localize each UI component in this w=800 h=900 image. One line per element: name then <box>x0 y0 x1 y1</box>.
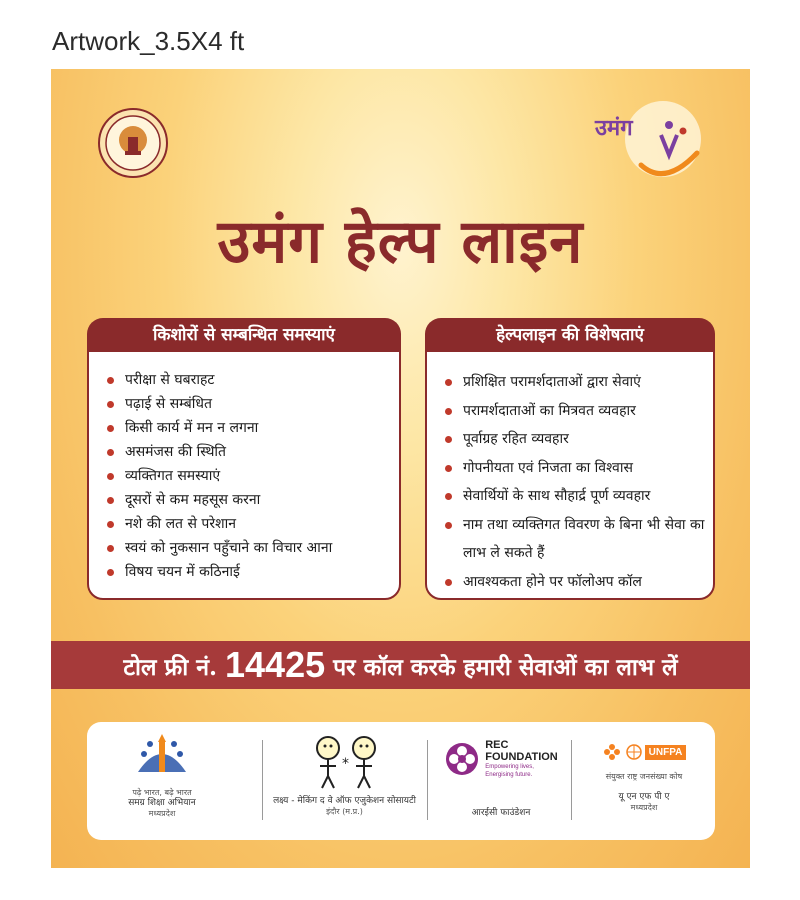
partner-name: यू एन एफ पी ए <box>618 792 670 802</box>
poster <box>51 69 750 868</box>
umang-logo <box>585 95 705 187</box>
list-item <box>105 368 391 392</box>
list-item <box>105 392 391 416</box>
list-item-text: नाम तथा व्यक्तिगत विवरण के बिना भी सेवा का लाभ ले सकते हैं <box>463 516 705 561</box>
bullet-icon <box>445 465 452 472</box>
un-emblem-icon <box>625 743 643 761</box>
bullet-icon <box>107 521 114 528</box>
issues-card <box>87 325 401 600</box>
artwork-label: Artwork_3.5X4 ft <box>52 26 245 56</box>
unfpa-logo-text: UNFPA <box>645 745 687 760</box>
lakshya-children-logo <box>300 732 390 792</box>
list-item <box>443 482 705 511</box>
list-item <box>105 512 391 536</box>
list-item-text: आवश्यकता होने पर फॉलोअप कॉल <box>463 573 642 590</box>
list-item-text: किसी कार्य में मन न लगना <box>125 420 259 436</box>
list-item <box>443 511 705 568</box>
divider <box>427 740 428 820</box>
issues-card-heading: किशोरों से सम्बन्धित समस्याएं <box>87 318 401 352</box>
bullet-icon <box>107 497 114 504</box>
partner-lakshya <box>267 732 422 832</box>
list-item <box>105 560 391 584</box>
bullet-icon <box>445 379 452 386</box>
banner-prefix: टोल फ्री नं. <box>123 654 217 681</box>
list-item-text: दूसरों से कम महसूस करना <box>125 492 261 508</box>
bullet-icon <box>107 377 114 384</box>
unfpa-hindi-caption: संयुक्त राष्ट्र जनसंख्या कोष <box>605 772 683 781</box>
features-card <box>425 325 715 600</box>
rec-logo-line1: REC <box>485 739 509 751</box>
features-list <box>443 368 705 596</box>
partners-strip <box>87 722 715 840</box>
issues-list <box>105 368 391 584</box>
bullet-icon <box>445 579 452 586</box>
list-item-text: परामर्शदाताओं का मित्रवत व्यवहार <box>463 402 636 419</box>
list-item-text: सेवार्थियों के साथ सौहार्द्र पूर्ण व्यवहार <box>463 488 651 504</box>
list-item-text: प्रशिक्षित परामर्शदाताओं द्वारा सेवाएं <box>463 374 641 390</box>
partner-sub: इंदौर (म.प्र.) <box>326 807 363 816</box>
bullet-icon <box>107 473 114 480</box>
mp-government-emblem-icon <box>97 107 169 179</box>
bullet-icon <box>107 449 114 456</box>
features-card-heading: हेल्पलाइन की विशेषताएं <box>425 318 715 352</box>
partner-rec-foundation <box>435 732 567 832</box>
banner-suffix: पर कॉल करके हमारी सेवाओं का लाभ लें <box>333 654 678 681</box>
list-item-text: स्वयं को नुकसान पहुँचाने का विचार आना <box>125 540 333 556</box>
list-item-text: विषय चयन में कठिनाई <box>125 564 240 580</box>
list-item-text: गोपनीयता एवं निजता का विश्वास <box>463 459 633 476</box>
list-item <box>443 368 705 397</box>
list-item <box>105 416 391 440</box>
list-item-text: पूर्वाग्रह रहित व्यवहार <box>463 431 569 447</box>
list-item <box>105 464 391 488</box>
divider <box>262 740 263 820</box>
list-item <box>105 488 391 512</box>
bullet-icon <box>445 408 452 415</box>
rec-logo-row <box>435 732 567 786</box>
bullet-icon <box>445 493 452 500</box>
rec-logo-text <box>485 739 558 779</box>
partner-sub: मध्यप्रदेश <box>148 809 176 818</box>
list-item <box>105 536 391 560</box>
list-item-text: परीक्षा से घबराहट <box>125 372 215 388</box>
samagra-shiksha-logo <box>130 732 194 784</box>
unfpa-logo-row <box>577 732 711 772</box>
partner-name: समग्र शिक्षा अभियान <box>128 798 196 808</box>
list-item-text: असमंजस की स्थिति <box>125 444 227 460</box>
bullet-icon <box>107 545 114 552</box>
partner-name: लक्ष्य - मेकिंग द वे ऑफ एजुकेशन सोसायटी <box>273 796 416 806</box>
list-item-text: नशे की लत से परेशान <box>125 516 236 532</box>
rec-flower-logo <box>444 741 480 777</box>
list-item <box>443 454 705 483</box>
bullet-icon <box>445 522 452 529</box>
list-item <box>105 440 391 464</box>
list-item-text: पढ़ाई से सम्बंधित <box>125 396 212 412</box>
divider <box>571 740 572 820</box>
list-item-text: व्यक्तिगत समस्याएं <box>125 468 221 484</box>
logo-text: उमंग <box>595 115 633 141</box>
bullet-icon <box>107 401 114 408</box>
partner-samagra-shiksha <box>95 732 229 832</box>
list-item <box>443 568 705 597</box>
partner-name: आरईसी फाउंडेशन <box>471 808 531 818</box>
bullet-icon <box>445 436 452 443</box>
unfpa-flower-icon <box>602 742 622 762</box>
bullet-icon <box>107 569 114 576</box>
toll-free-banner <box>51 641 750 689</box>
list-item <box>443 425 705 454</box>
partner-tagline: पढ़े भारत, बढ़े भारत <box>132 788 192 797</box>
rec-logo-tagline: Empowering lives, Energising future. <box>485 764 534 778</box>
bullet-icon <box>107 425 114 432</box>
page-title: उमंग हेल्प लाइन <box>217 207 584 277</box>
helpline-number: 14425 <box>225 644 326 685</box>
list-item <box>443 397 705 426</box>
partner-unfpa <box>577 732 711 832</box>
svg-text:*: * <box>341 756 349 772</box>
rec-logo-line2: FOUNDATION <box>485 751 558 763</box>
partner-sub: मध्यप्रदेश <box>630 803 658 812</box>
